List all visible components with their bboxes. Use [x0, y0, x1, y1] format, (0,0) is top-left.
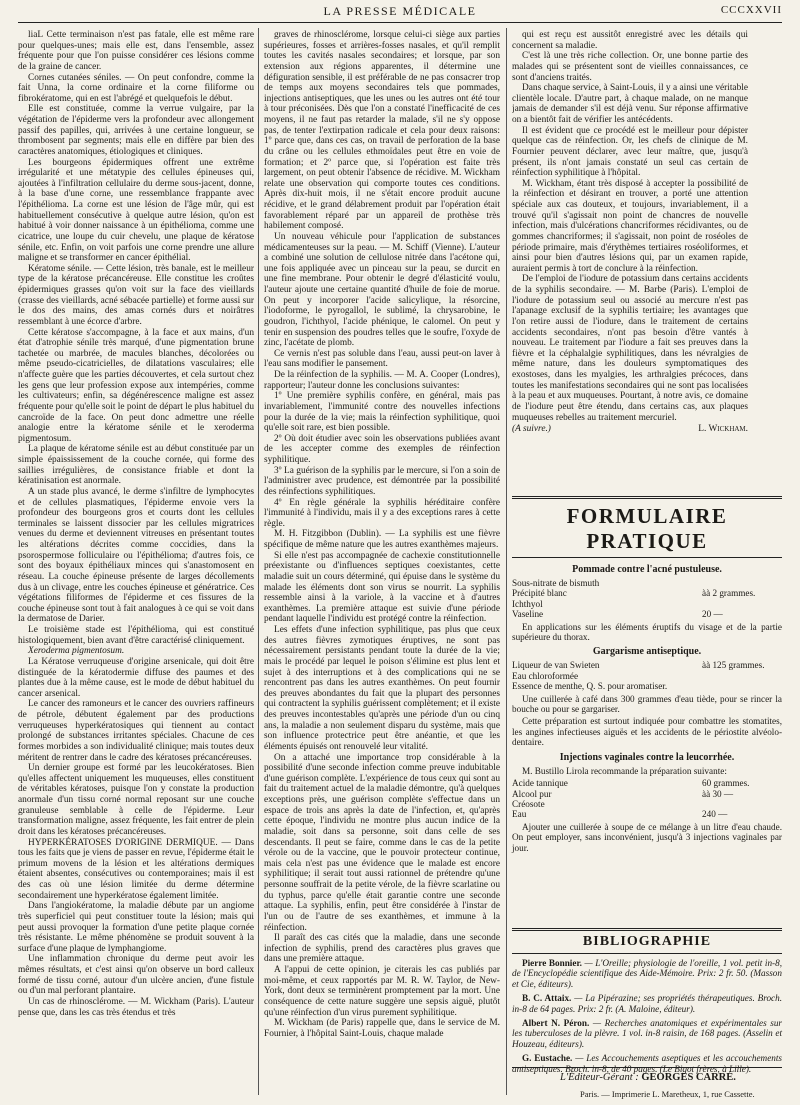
ingredient: Alcool pur — [512, 788, 552, 799]
paragraph: Le troisième stade est l'épithélioma, qui est constitué histologiquement, bien avant d'être caractérisé cliniquement. — [18, 625, 254, 646]
recipe-row — [512, 609, 782, 619]
recipe-intro: M. Bustillo Lirola recommande la préparation suivante: — [522, 765, 727, 776]
entry-text: — La Pipérazine; ses propriétés thérapeutiques. Broch. in-8 de 64 pages. Prix: 2 fr. (A. Maloine, éditeur). — [512, 993, 783, 1014]
bibliographie-section — [512, 928, 782, 1078]
paragraph: HYPERKÉRATOSES D'ORIGINE DERMIQUE. — Dans tous les faits que je viens de passer en revue, l'épiderme était le primum movens de la lésion et les altérations dermiques étaient absentes, consécutives ou contemporaines; mais il est des cas où une lésion limitée du derme détermine secondairement une hyperkératose également limitée. — [18, 837, 254, 901]
quantity: 60 grammes. — [702, 778, 750, 789]
recipe-list — [512, 660, 782, 691]
paragraph: Il est évident que ce procédé est le meilleur pour dépister quelque cas de réinfection. Or, les chefs de clinique de M. Fournier peuvent déclarer, avec leur maître, que, jusqu'à présent, ils n'ont jamais constaté un seul cas certain de réinfection syphilitique à l'hôpital. — [512, 125, 748, 179]
paragraph: Cette kératose s'accompagne, à la face et aux mains, d'un état d'atrophie sénile très marqué, d'une pigmentation brune tachetée ou marbrée, de macules blanches, décolorées ou même pseudo-cicatricielles, de dilatations vasculaires; elle n'affecte guère que les parties découvertes, et cela surtout chez les gens que leur profession expose aux intempéries, comme les cultivateurs; enfin, sa dégénérescence maligne est assez fréquente pour qu'elle soit le point de départ le plus habituel du cancroïde de la face. On peut donc admettre une réelle analogie entre la kératome sénile et le xeroderma pigmentosum. — [18, 327, 254, 444]
recipe-note: Ajouter une cuillerée à soupe de ce mélange à un litre d'eau chaude. On peut employer, sans inconvénient, jusqu'à 3 injections vaginales par jour. — [512, 821, 782, 853]
column-1 — [18, 30, 254, 1103]
recipe-row — [512, 809, 782, 819]
quantity: 20 — — [702, 609, 723, 620]
recipe-list — [512, 778, 782, 820]
to-be-continued: (A suivre.) — [512, 424, 551, 435]
paragraph: Dans l'angiokératome, la maladie débute par un angiome très superficiel qui peut constituer toute la lésion; mais qui peut aussi provoquer la formation d'une petite plaque cornée très résistante. Le même phénomène se produit souvent à la surface d'une plaque de lymphangiome. — [18, 901, 254, 954]
paragraph: La Kératose verruqueuse d'origine arsenicale, qui doit être distinguée de la kératodermie diffuse des paumes et des plantes due à la même cause, est le mode de début habituel du cancer arsenical. — [18, 656, 254, 699]
paragraph: 4º En règle générale la syphilis héréditaire confère l'immunité à l'individu, mais il y a des exceptions rares à cette règle. — [264, 497, 500, 529]
quantity: àà 125 grammes. — [702, 660, 765, 671]
bibliography-entry — [512, 1018, 782, 1049]
paragraph: M. Wickham (de Paris) rappelle que, dans le service de M. Fournier, à l'hôpital Saint-Louis, chaque malade — [264, 1018, 500, 1039]
bibliographie-title: BIBLIOGRAPHIE — [512, 928, 782, 954]
paragraph: Il paraît des cas cités que la maladie, dans une seconde infection de syphilis, prend des caractères plus graves que dans une première attaque. — [264, 933, 500, 965]
paragraph: Dans chaque service, à Saint-Louis, il y a ainsi une véritable clientèle locale. D'autre part, à chaque malade, on ne manque jamais de demander s'il est déjà venu. Sur réponse affirmative on a bientôt fait de vérifier les antécédents. — [512, 83, 748, 125]
recipe-heading: Gargarisme antiseptique. — [592, 646, 702, 658]
paragraph: Elle est constituée, comme la verrue vulgaire, par la végétation de l'épiderme vers la profondeur avec allongement passif des papilles, qui, arrivées à une certaine longueur, se thrombosent par segments; mais elle en diffère par bien des caractères anatomiques, étiologiques et cliniques. — [18, 104, 254, 157]
bibliography-entry — [512, 958, 782, 989]
ingredient: Précipité blanc — [512, 588, 567, 599]
quantity — [702, 671, 782, 681]
paragraph: Les effets d'une infection syphilitique, pas plus que ceux des autres fièvres zymotiques éruptives, ne sont pas nécessairement persistants pendant toute la durée de la vie; mais le procédé par lequel le poison s'élimine est plus lent et sujet à des interruptions et à des complications qui ne se rencontrent pas dans les autres exanthèmes. On peut fournir des preuves abondantes du fait que la plupart des personnes qui contractent la syphilis guérissent complètement; et il existe des preuves incontestables qu'après une période d'un ou cinq ans, la maladie a non seulement disparu du système, mais que son influence protectrice peut être anéantie, et que les éléments épuisés ont renouvelé leur vitalité. — [264, 625, 500, 752]
formulaire-section — [512, 496, 782, 855]
entry-author: G. Eustache. — [522, 1053, 573, 1064]
column-3 — [512, 30, 748, 500]
recipe-list — [512, 578, 782, 620]
paragraph: Une inflammation chronique du derme peut avoir les mêmes résultats, et c'est ainsi qu'on observe un bord calleux formé de tissu corné, autour d'un ulcère ancien, d'une fistule ou d'un mal perforant plantaire. — [18, 954, 254, 997]
paragraph: M. H. Fitzgibbon (Dublin). — La syphilis est une fièvre spécifique de même nature que les autres exanthèmes majeurs. — [264, 529, 500, 550]
quantity: àà 30 — — [702, 788, 734, 799]
paragraph: Un nouveau véhicule pour l'application de substances médicamenteuses sur la peau. — M. Schiff (Vienne). L'auteur a combiné une solution de cellulose nitrée dans l'acétone qui, une fois appliquée avec un pinceau sur la peau, se durcit en une fine membrane. Pour obtenir le degré d'élasticité voulu, l'auteur ajoute une certaine quantité d'huile de foie de morue. On peut y incorporer l'acide salicylique, la résorcine, l'iodoforme, le pyrogallol, le sublimé, la chrysarobine, le goudron, l'ichthyol, l'acide phénique, le calomel. On peut y tenir en suspension des poudres telles que le soufre, l'oxyde de zinc, l'acétate de plomb. — [264, 231, 500, 349]
paragraph: Les bourgeons épidermiques offrent une extrême irrégularité et une métatypie des cellules épineuses qui, ajoutées à l'infiltration cellulaire du derme sous-jacent, donne, à la base d'une corne, une ressemblance frappante avec l'épithélioma. La corne est une lésion de l'âge mûr, qui est habituellement consécutive à quelque autre lésion, qu'on est habitué à voir donner naissance à un épithélioma, comme une cicatrice, une loupe du cuir chevelu, une plaque de kératose sénile, etc. Enfin, on voit parfois une corne prendre une allure maligne et se transformer en cancer épithélial. — [18, 157, 254, 264]
paragraph: Un cas de rhinosclérome. — M. Wickham (Paris). L'auteur pense que, dans les cas très étendus et très — [18, 996, 254, 1018]
recipe-note: Cette préparation est surtout indiquée pour combattre les stomatites, les angines infectieuses aiguës et les accidents de le périostite alvéolo-dentaire. — [512, 716, 782, 748]
quantity: 240 — — [702, 809, 728, 820]
paragraph: M. Wickham, étant très disposé à accepter la possibilité de la réinfection et désirant en trouver, a porté une attention spéciale aux cas douteux, et toujours, invariablement, il a trouvé qu'il s'agissait non point de chancres de nouvelle infection, mais d'ulcérations chancriformes récidivantes, ou de gommes chancriformes; il s'agissait, non point de roséoles de période primaire, mais d'érythèmes tertiaires roséoliformes, et ainsi pour bien d'autres lésions qui, par un examen rapide, auraient permis à tort de conclure à la réinfection. — [512, 178, 748, 274]
ingredient: Acide tannique — [512, 778, 568, 789]
recipe-heading: Injections vaginales contre la leucorrhée. — [559, 751, 735, 763]
entry-text: — Recherches anatomiques et expérimentales sur les tuberculoses de la plèvre. 1 vol. in-8 raisin, de 168 pages. (Asselin et Houzeau, éditeurs). — [512, 1018, 783, 1049]
paragraph: A l'appui de cette opinion, je citerais les cas publiés par moi-même, et ceux rapportés par M. R. W. Taylor, de New-York, dont deux se terminèrent promptement par la mort. Une conséquence de cette nature suggère une sepsis aiguë, plutôt qu'une réinfection d'un virus purement syphilitique. — [264, 965, 500, 1018]
quantity: àà 2 grammes. — [702, 588, 756, 599]
ingredient: Créosote — [512, 798, 545, 809]
printer-line: Paris. — Imprimerie L. Maretheux, 1, rue Cassette. — [580, 1089, 755, 1099]
running-head — [18, 4, 782, 22]
quantity — [702, 799, 782, 809]
recipe-row — [512, 660, 782, 670]
recipe-row — [512, 778, 782, 788]
paragraph: 1º Une première syphilis confère, en général, mais pas invariablement, l'immunité contre des nouvelles infections pour la durée de la vie; mais la réinfection syphilitique, quoi qu'elle soit rare, est bien possible. — [264, 391, 500, 434]
editor-line — [560, 1072, 736, 1083]
entry-author: B. C. Attaix. — [522, 993, 572, 1004]
article-signature — [512, 424, 748, 435]
column-divider — [258, 28, 259, 1095]
paragraph: Le cancer des ramoneurs et le cancer des ouvriers raffineurs de pétrole, débutent également par des productions verruqueuses hyperkératosiques qui tiennent au contact prolongé de substances irritantes spéciales. Chacune de ces formes morbides a son individualité clinique; mais toutes deux méritent de rentrer dans le cadre des kératoses précancéreuses. — [18, 699, 254, 763]
paragraph: Si elle n'est pas accompagnée de cachexie constitutionnelle préexistante ou d'influences septiques coexistantes, cette maladie suit un cours déterminé, qui épuise dans le système du malade les éléments dont son virus se nourrit. La syphilis ressemble ainsi à la variole, à la vaccine et à d'autres exanthèmes. La première attaque est suivie d'une période pendant laquelle l'individu est protégé contre la réinfection. — [264, 550, 500, 625]
paragraph: C'est là une très riche collection. Or, une bonne partie des malades qui se présentent sont de vieilles connaissances, ce sont d'anciens traités. — [512, 51, 748, 83]
section-heading: Xeroderma pigmentosum. — [28, 646, 125, 657]
ingredient: Ichthyol — [512, 598, 543, 609]
bibliography-entry — [512, 993, 782, 1014]
page-number: CCCXXVII — [720, 4, 782, 16]
paragraph: Kératome sénile. — Cette lésion, très banale, est le meilleur type de la kératose précancéreuse. Elle constitue les croûtes épidermiques grasses qu'on voit sur la face des vieillards (crasse des vieillards, acné sébacée partielle) et forme aussi sur le dos des mains, des amas cornés durs et noirâtres ressemblant à une écorce d'arbre. — [18, 263, 254, 327]
recipe-row — [512, 599, 782, 609]
entry-author: Albert N. Péron. — [522, 1018, 590, 1029]
entry-text: — L'Oreille; physiologie de l'oreille, 1 vol. petit in-8, de l'Encyclopédie scientifique des Aide-Mémoire. Prix: 2 fr. 50. (Masson et Cie, éditeurs). — [512, 958, 782, 989]
quantity — [702, 599, 782, 609]
recipe-row — [512, 671, 782, 681]
recipe-note: En applications sur les éléments éruptifs du visage et de la partie supérieure du thorax. — [512, 621, 782, 643]
paragraph: Un dernier groupe est formé par les leucokératoses. Bien qu'elles affectent uniquement les muqueuses, elles constituent de véritables kératoses, puisque l'on y constate la production anormale d'un tissu corné normal reposant sur une couche granuleuse semblable à celle de l'épiderme. Leur transformation maligne, assez fréquente, les fait entrer de plein droit dans les kératoses précancéreuses. — [18, 763, 254, 837]
recipe-row — [512, 681, 782, 691]
ingredient: Vaseline — [512, 609, 544, 620]
footer-rule — [512, 1067, 782, 1068]
paragraph: Ce vernis n'est pas soluble dans l'eau, aussi peut-on laver à l'eau sans modifier le pansement. — [264, 348, 500, 370]
recipe-row — [512, 799, 782, 809]
header-rule — [18, 22, 782, 23]
paragraph: 3º La guérison de la syphilis par le mercure, si l'on a soin de l'administrer avec prudence, est démontrée par la possibilité des réinfections syphilitiques. — [264, 465, 500, 497]
entry-text: — Les Accouchements aseptiques et les accouchements antiseptiques. Broch. in-8, de 40 pages. (Le Bigot frères, à Lille). — [512, 1053, 782, 1074]
recipe-row — [512, 588, 782, 598]
entry-author: Pierre Bonnier. — [522, 958, 582, 968]
ingredient: Essence de menthe, Q. S. pour aromatiser. — [512, 681, 668, 692]
ingredient: Eau chloroformée — [512, 670, 579, 681]
recipe-heading: Pommade contre l'acné pustuleuse. — [572, 564, 722, 575]
ingredient: Liqueur de van Swieten — [512, 660, 600, 671]
author-signature: L. Wickham. — [698, 424, 748, 435]
paragraph: La plaque de kératome sénile est au début constituée par un simple épaississement de la couche cornée, qui forme des saillies irrégulières, de consistance friable et dont la kératinisation est anormale. — [18, 444, 254, 487]
paragraph: 2º Où doit étudier avec soin les observations publiées avant de les accepter comme des exemples de réinfection syphilitique. — [264, 433, 500, 465]
ingredient: Sous-nitrate de bismuth — [512, 578, 600, 588]
recipe-note: Une cuillerée à café dans 300 grammes d'eau tiède, pour se rincer la bouche ou pour se gargariser. — [512, 693, 782, 715]
paragraph: qui est reçu est aussitôt enregistré avec les détails qui concernent sa maladie. — [512, 30, 748, 51]
paragraph: On a attaché une importance trop considérable à la possibilité d'une seconde infection comme preuve indubitable d'une guérison complète. L'expérience de tous ceux qui sont au fait du traitement actuel de la maladie démontre, qu'à quelques exceptions près, une guérison complète s'effectue dans un espace de trois ans après la date de l'infection, et, qu'après cette époque, l'individu ne montre plus aucun indice de la maladie, soit dans sa personne, soit dans celle de ses descendants. Il peut se faire, comme dans le cas de la petite vérole ou de la vaccine, que le pouvoir protecteur continue, mais cela n'est pas une évidence que le malade est encore syphilitique; il serait tout aussi rationnel de prétendre qu'une personne souffrait de la petite vérole, de la fièvre scarlatine ou du typhus, parce qu'elle était garantie contre une seconde attaque. La syphilis, enfin, peut être considérée à l'instar de l'un ou de l'autre de ses exanthèmes, et immune à la réinfection. — [264, 752, 500, 933]
formulaire-title: FORMULAIRE PRATIQUE — [512, 496, 782, 558]
column-2 — [264, 30, 500, 1103]
paragraph: De l'emploi de l'iodure de potassium dans certains accidents de la syphilis secondaire. — M. Barbe (Paris). L'emploi de l'iodure de potassium seul ou associé au mercure n'est pas l'apanage exclusif de la syphilis tertiaire; les avantages que l'on retire aussi de l'iodure, dans le traitement de certains accidents secondaires, n'ont pas besoin d'être vantés à nouveau. Le traitement par l'iodure a fait ses preuves dans la fièvre et la céphalalgie syphilitiques, dans les névralgies de même nature, dans les douleurs symptomatiques des exostoses, dans les myalgies, les arthralgies précoces, dans toutes les manifestations secondaires qui ne sont pas localisées à la peau et aux muqueuses. Pourtant, à notre avis, ce domaine de l'iodure peut être étendu, dans certains cas, aux plaques muqueuses rebelles au traitement mercuriel. — [512, 274, 748, 423]
journal-title: LA PRESSE MÉDICALE — [323, 4, 477, 18]
paragraph: De la réinfection de la syphilis. — M. A. Cooper (Londres), rapporteur; l'auteur donne les conclusions suivantes: — [264, 370, 500, 391]
editor-label: L'Éditeur-Gérant : — [560, 1072, 639, 1083]
paragraph: liaL Cette terminaison n'est pas fatale, elle est même rare pour quelques-unes; mais elle est, dans l'ensemble, assez fréquente pour que l'on puisse considérer ces lésions comme de la graine de cancer. — [18, 30, 254, 72]
column-divider — [506, 28, 507, 1095]
paragraph: A un stade plus avancé, le derme s'infiltre de lymphocytes et de cellules plasmatiques, l'épiderme envoie vers la profondeur des bourgeons gros et courts dont les cellules terminales se laissent dissocier par les cellules migratrices venues du derme et deviennent vitreuses en présentant toutes les altérations décrites comme coccidies, dans la psorospermose folliculaire ou l'épithélioma; d'autres fois, ce sont des boyaux épithéliaux minces qui s'anastomosent en réseau. La couche épineuse présente de larges décollements dus à un clivage, entre les couches épineuse et génératrice. Ces végétations filiformes de l'épiderme et ces fissures de la couche épineuse sont tout à fait analogues à ce qui se voit dans la dermatose de Darier. — [18, 486, 254, 625]
recipe-row — [512, 578, 782, 588]
paragraph: Cornes cutanées séniles. — On peut confondre, comme la fait Unna, la corne ordinaire et la corne filiforme ou fibrokératome, qui en est l'abrégé et quelquefois le début. — [18, 72, 254, 104]
bibliography-entry — [512, 1053, 782, 1074]
ingredient: Eau — [512, 809, 527, 820]
editor-name: GEORGES CARRÉ. — [641, 1072, 736, 1083]
recipe-row — [512, 789, 782, 799]
paragraph: graves de rhinosclérome, lorsque celui-ci siège aux parties supérieures, fosses et arrières-fosses nasales, et qu'il remplit toutes les cavités nasales secondaires; et lorsque, par son extension aux régions apparentes, il détermine une défiguration sensible, il est préférable de ne pas consacrer trop de temps aux moyens secondaires tels que pommades, injections antiseptiques, que les unes ou les autres ont été tour à tour préconisées. Dès que l'on a constaté l'inefficacité de ces moyens, il ne faut pas retarder la malade, s'il ne s'y oppose pas, de tenter l'extirpation radicale et cela pour deux raisons: 1º parce que, dans ces cas, on travail de perforation de la base du crâne ou les cellules ethmoïdales peut être en voie de formation; et 2º parce que, si l'opération est faite très largement, on peut obtenir l'absence de récidive. M. Wickham relate une observation qui comporte toutes ces conditions. Après dix-huit mois, il ne s'était encore produit aucune récidive, et le grand délabrement produit par l'opération était favorablement réparé par un appareil de prothèse très habilement composé. — [264, 30, 500, 232]
quantity — [702, 578, 782, 588]
